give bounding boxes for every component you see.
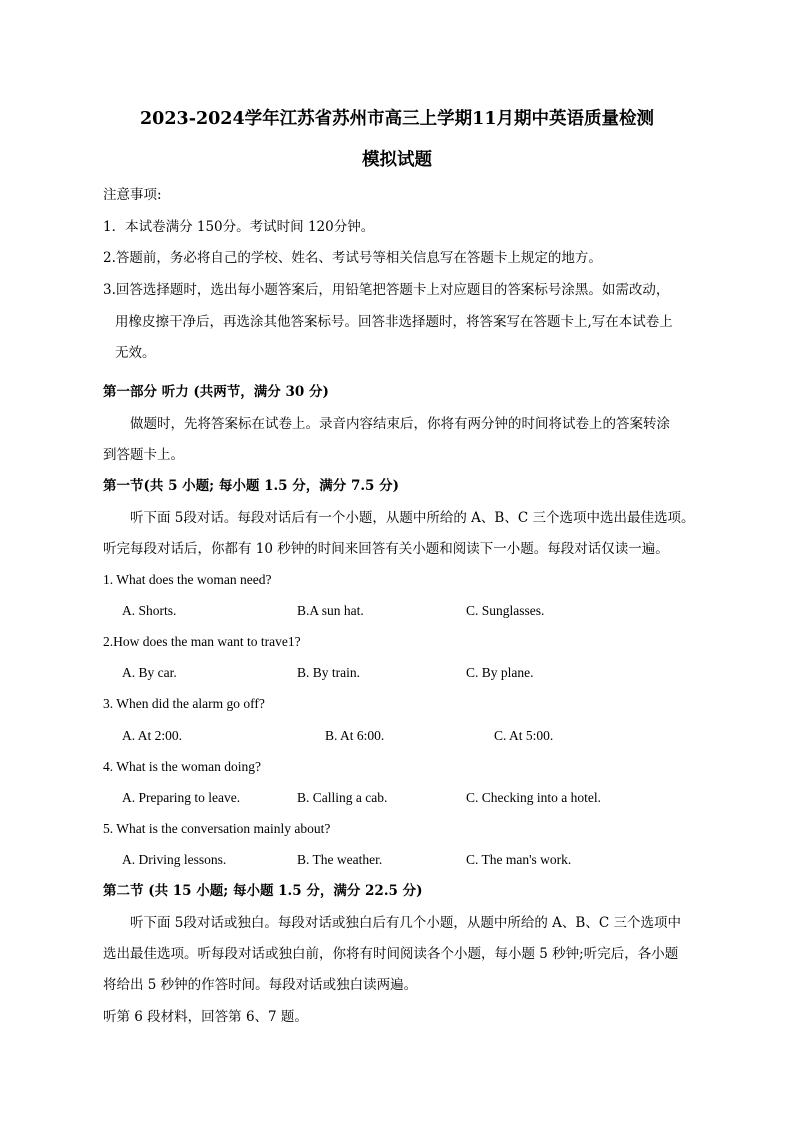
- question-2-option-b: B. By train.: [297, 665, 360, 680]
- question-5-option-c: C. The man's work.: [466, 852, 572, 867]
- section2-heading: 第二节 (共 15 小题; 每小题 1.5 分，满分 22.5 分): [103, 883, 423, 899]
- section2-intro-line2: 选出最佳选项。听每段对话或独白前，你将有时间阅读各个小题，每小题 5 秒钟;听完后，各小题: [103, 946, 679, 962]
- question-4: 4. What is the woman doing?: [103, 759, 261, 774]
- question-5: 5. What is the conversation mainly about?: [103, 821, 331, 836]
- question-2-option-a: A. By car.: [122, 665, 177, 680]
- part1-intro-line1: 做题时，先将答案标在试卷上。录音内容结束后，你将有两分钟的时间将试卷上的答案转涂: [130, 416, 670, 432]
- question-3: 3. When did the alarm go off?: [103, 696, 265, 711]
- notes-item-3-line2: 用橡皮擦干净后，再选涂其他答案标号。回答非选择题时，将答案写在答题卡上,写在本试卷上: [115, 314, 673, 330]
- question-4-option-a: A. Preparing to leave.: [122, 790, 241, 805]
- question-3-option-a: A. At 2:00.: [122, 728, 183, 743]
- part1-heading: 第一部分 听力 (共两节，满分 30 分): [103, 384, 329, 400]
- notes-item-3-line3: 无效。: [115, 345, 156, 361]
- question-4-option-b: B. Calling a cab.: [297, 790, 388, 805]
- notes-item-1: 1．本试卷满分 150分。考试时间 120分钟。: [103, 219, 375, 235]
- question-4-option-c: C. Checking into a hotel.: [466, 790, 601, 805]
- question-3-option-c: C. At 5:00.: [494, 728, 554, 743]
- exam-title: 2023-2024学年江苏省苏州市高三上学期11月期中英语质量检测: [139, 109, 655, 129]
- section1-heading: 第一节(共 5 小题; 每小题 1.5 分，满分 7.5 分): [103, 478, 400, 494]
- question-1-option-b: B.A sun hat.: [297, 603, 364, 618]
- section1-intro-line2: 听完每段对话后，你都有 10 秒钟的时间来回答有关小题和阅读下一小题。每段对话仅读一遍。: [103, 541, 669, 557]
- question-5-option-a: A. Driving lessons.: [122, 852, 227, 867]
- notes-heading: 注意事项:: [103, 187, 162, 203]
- question-3-option-b: B. At 6:00.: [325, 728, 385, 743]
- question-1: 1. What does the woman need?: [103, 572, 272, 587]
- question-5-option-b: B. The weather.: [297, 852, 383, 867]
- question-2: 2.How does the man want to trave1?: [103, 634, 301, 649]
- section1-intro-line1: 听下面 5段对话。每段对话后有一个小题，从题中所给的 A、B、C 三个选项中选出最佳选项。: [130, 510, 695, 526]
- question-2-option-c: C. By plane.: [466, 665, 534, 680]
- part1-intro-line2: 到答题卡上。: [103, 447, 184, 463]
- section2-intro-line3: 将给出 5 秒钟的作答时间。每段对话或独白读两遍。: [103, 977, 418, 993]
- question-1-option-c: C. Sunglasses.: [466, 603, 545, 618]
- question-1-option-a: A. Shorts.: [122, 603, 177, 618]
- notes-item-2: 2.答题前，务必将自己的学校、姓名、考试号等相关信息写在答题卡上规定的地方。: [103, 250, 602, 266]
- notes-item-3-line1: 3.回答选择题时，选出每小题答案后，用铅笔把答题卡上对应题目的答案标号涂黑。如需改动，: [103, 282, 670, 298]
- section2-material-6: 听第 6 段材料，回答第 6、7 题。: [103, 1009, 308, 1025]
- section2-intro-line1: 听下面 5段对话或独白。每段对话或独白后有几个小题，从题中所给的 A、B、C 三个选项中: [130, 915, 681, 931]
- exam-subtitle: 模拟试题: [362, 150, 432, 170]
